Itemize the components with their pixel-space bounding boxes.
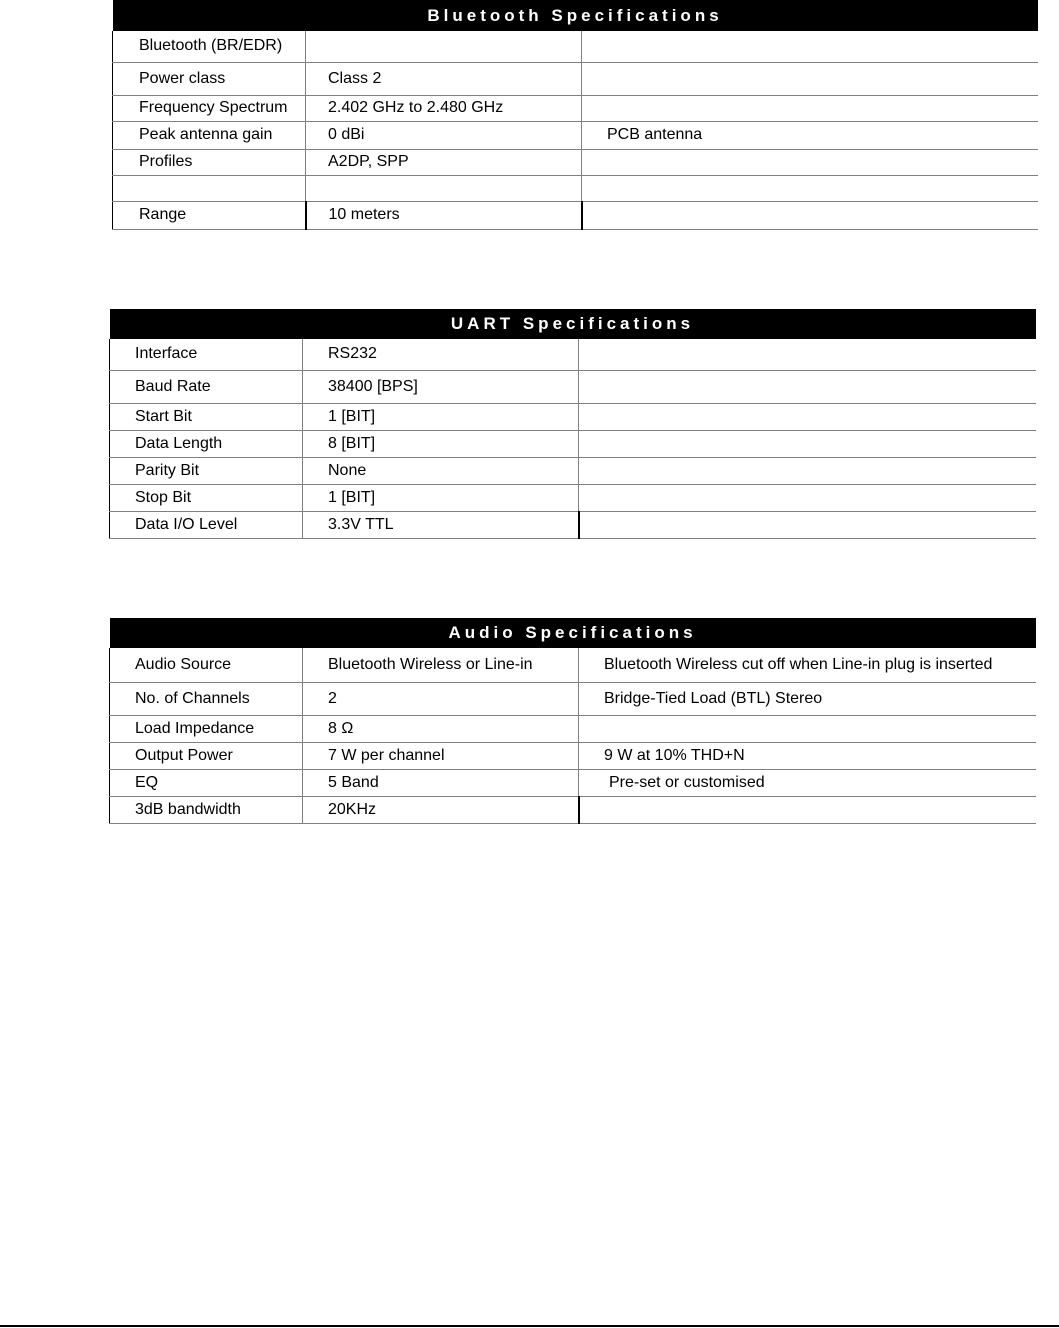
- spec-note: [582, 31, 1038, 62]
- spec-value: Bluetooth Wireless or Line-in: [303, 648, 579, 682]
- table-row: [110, 457, 1036, 484]
- spec-label: Data I/O Level: [110, 511, 303, 538]
- spec-label: Peak antenna gain: [113, 121, 306, 149]
- spec-label: Output Power: [110, 742, 303, 769]
- table-row: [110, 796, 1036, 823]
- spec-value: 1 [BIT]: [303, 484, 579, 511]
- table-row: [110, 511, 1036, 538]
- table-row: [113, 201, 1038, 229]
- spec-value: 2: [303, 682, 579, 715]
- table-row: [110, 484, 1036, 511]
- table-row: [113, 95, 1038, 121]
- table-row: [113, 149, 1038, 175]
- spec-label: EQ: [110, 769, 303, 796]
- spec-value: 8 [BIT]: [303, 430, 579, 457]
- table-row: [110, 403, 1036, 430]
- spec-label: Baud Rate: [110, 370, 303, 403]
- spec-label: Profiles: [113, 149, 306, 175]
- spec-note: PCB antenna: [582, 121, 1038, 149]
- spec-note: [579, 370, 1036, 403]
- spec-value: 10 meters: [306, 201, 582, 229]
- table-row: [110, 682, 1036, 715]
- spec-value: 2.402 GHz to 2.480 GHz: [306, 95, 582, 121]
- spec-label: Load Impedance: [110, 715, 303, 742]
- spec-value: Class 2: [306, 62, 582, 95]
- audio-table-title: Audio Specifications: [110, 618, 1036, 648]
- spec-note: [582, 201, 1038, 229]
- audio-spec-table: [109, 618, 1036, 824]
- spec-value: 7 W per channel: [303, 742, 579, 769]
- spec-note: Pre-set or customised: [579, 769, 1036, 796]
- spec-value: 38400 [BPS]: [303, 370, 579, 403]
- spec-value: 20KHz: [303, 796, 579, 823]
- spec-value: 0 dBi: [306, 121, 582, 149]
- spec-value: RS232: [303, 339, 579, 370]
- spec-value: [306, 31, 582, 62]
- spec-note: [579, 715, 1036, 742]
- table-row: [113, 31, 1038, 62]
- spec-note: 9 W at 10% THD+N: [579, 742, 1036, 769]
- spec-label: Parity Bit: [110, 457, 303, 484]
- spec-label: Power class: [113, 62, 306, 95]
- spec-label: 3dB bandwidth: [110, 796, 303, 823]
- spec-value: 8 Ω: [303, 715, 579, 742]
- table-row: [110, 430, 1036, 457]
- spec-note: [579, 403, 1036, 430]
- spec-note: Bluetooth Wireless cut off when Line-in plug is inserted: [579, 648, 1036, 682]
- page-footer-rule: [0, 1325, 1059, 1327]
- spec-note: [579, 796, 1036, 823]
- table-row: [110, 339, 1036, 370]
- spec-note: [582, 149, 1038, 175]
- spec-value: A2DP, SPP: [306, 149, 582, 175]
- bluetooth-spec-table: [112, 0, 1038, 230]
- table-row: [110, 742, 1036, 769]
- spec-label: No. of Channels: [110, 682, 303, 715]
- spec-note: [579, 457, 1036, 484]
- spec-note: [579, 484, 1036, 511]
- spec-value: 5 Band: [303, 769, 579, 796]
- table-row: [113, 121, 1038, 149]
- spec-note: Bridge-Tied Load (BTL) Stereo: [579, 682, 1036, 715]
- bluetooth-table-title: Bluetooth Specifications: [113, 0, 1038, 31]
- spec-label: Audio Source: [110, 648, 303, 682]
- spec-value: [306, 175, 582, 201]
- uart-spec-table: [109, 309, 1036, 539]
- spec-label: Stop Bit: [110, 484, 303, 511]
- spec-label: Data Length: [110, 430, 303, 457]
- spec-label: Start Bit: [110, 403, 303, 430]
- spec-note: [579, 511, 1036, 538]
- spec-label: Range: [113, 201, 306, 229]
- spec-note: [582, 175, 1038, 201]
- spec-label: Interface: [110, 339, 303, 370]
- spec-label: Bluetooth (BR/EDR): [113, 31, 306, 62]
- spec-value: None: [303, 457, 579, 484]
- table-row: [110, 769, 1036, 796]
- spec-note: [582, 62, 1038, 95]
- spec-note: [582, 95, 1038, 121]
- spec-label: Frequency Spectrum: [113, 95, 306, 121]
- table-row: [110, 715, 1036, 742]
- spec-value: 1 [BIT]: [303, 403, 579, 430]
- uart-table-title: UART Specifications: [110, 309, 1036, 339]
- table-row: [113, 62, 1038, 95]
- table-row: [110, 648, 1036, 682]
- spec-note: [579, 339, 1036, 370]
- spec-note: [579, 430, 1036, 457]
- table-row: [113, 175, 1038, 201]
- spec-value: 3.3V TTL: [303, 511, 579, 538]
- table-row: [110, 370, 1036, 403]
- spec-label: [113, 175, 306, 201]
